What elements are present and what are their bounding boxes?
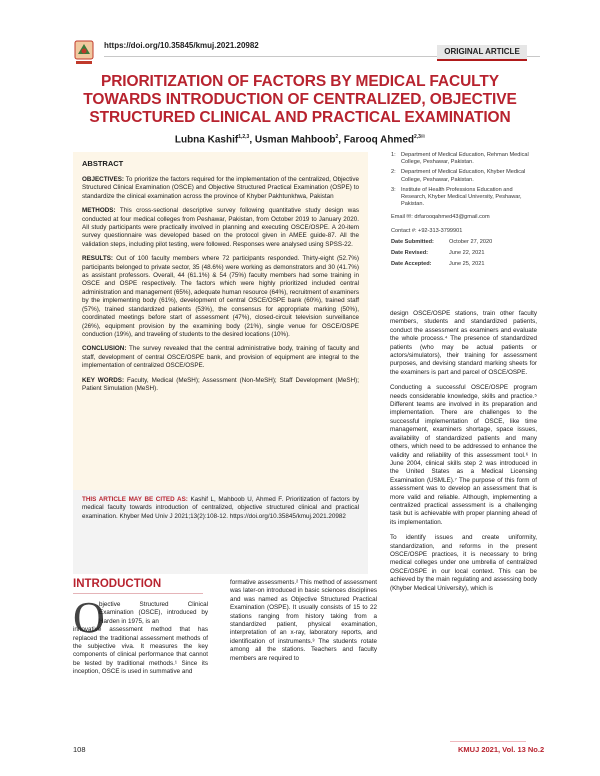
footer-rule	[450, 741, 526, 742]
author-affiliation-mark: 1,2,3	[238, 134, 250, 140]
abstract-box	[73, 152, 368, 490]
citation-text: Kashif L, Mahboob U, Ahmed F. Prioritization of factors by medical faculty towards introduction of centralized, objective structured clinical and practical examination. Khyber Med Univ J 2021;13(2):108-12. https://doi.org/10.35845/kmuj.2021.20982	[82, 496, 359, 520]
body-paragraph: Conducting a successful OSCE/OSPE program needs considerable knowledge, skills and practice.⁵ Different teams are involved in its preparation and implementation. There are challenges to the successful implementation of OSCE, like time management, examiners shortage, space issues, availability of standardized patients and many others, which need to be addressed to enhance the validity and reliability of this assessment tool.⁶ In June 2004, clinical skills step 2 was introduced in the United States as a Medical Licensing Examination (USMLE).⁷ The purpose of this form of assessment was to develop an assessment that is more valid and reliable. Although, implementing a centralized practical assessment is a challenging task but is achievable with proper planning ahead of its implementation.	[390, 384, 537, 526]
page-number: 108	[73, 745, 86, 754]
citation-label: THIS ARTICLE MAY BE CITED AS:	[82, 496, 188, 503]
body-column-left	[73, 601, 208, 684]
body-paragraph: bjective Structured Clinical Examination (OSCE), introduced by Harden in 1975, is an innovative assessment method that has replaced the traditional assessment methods of the subjective viva. It measures the key components of clinical performance that cannot be tested by traditional methods.¹ Since its inception, OSCE is used in summative and	[73, 601, 208, 676]
body-paragraph: design OSCE/OSPE stations, train other faculty members, students and standardized patients, conduct the assessment as examiners and evaluate the whole process.⁴ The presence of standardized patients (who may be actual patients or actors/simulators), their training for assessment purposes, and devising standard marking sheets for the examiners is part and parcel of OSCE/OSPE.	[390, 310, 537, 376]
affiliations-panel	[391, 152, 536, 268]
abstract-heading: ABSTRACT	[82, 159, 124, 168]
affiliation-item: 1: Department of Medical Education, Rehman Medical College, Peshawar, Pakistan.	[391, 152, 529, 166]
date-revised: Date Revised: June 22, 2021	[391, 250, 485, 257]
author-name: Farooq Ahmed	[343, 134, 414, 146]
abstract-methods: METHODS: This cross-sectional descriptive survey following quantitative study design was conducted at four medical colleges from Peshawar, Pakistan, from October 2019 to January 2020. All study participants were practically involved in planning and executing OSCE/OSPE. A 20-item survey questionnaire was developed based on the protocol given in AMEE guide-87. All the validation steps, including pilot testing, were followed. Responses were analysed using SPSS-22.	[82, 207, 360, 248]
abstract-conclusion: CONCLUSION: The survey revealed that the central administrative body, training of faculty and staff, development of central OSCE/OSPE bank, and provision of equipment are integral to the implementation of centralized OSCE/OSPE.	[82, 345, 360, 370]
abstract-results: RESULTS: Out of 100 faculty members where 72 participants responded. Thirty-eight (52.7%) participants belonged to private sector, 35 (48.6%) were working as demonstrators and 30 (41.7%) as assistant professors. Overall, 44 (61.1%) & 54 (75%) faculty members had some training in OSCE and OSPE respectively. The factors which were highly prioritized included central administration and management (65%), adequate human resource (64%), recruitment of examiners by the implementing body (61%), development of central OSCE/OSPE bank (60%), trained staff (57%), trained standardized patients (53%), the consensus for appropriate marking (50%), coordinated meetings before start of assessment (47%), closed-circuit television surveillance (26%), equipment provision by the examining body (21%), single venue for OSCE/OSPE conduction (19%), and traveling of students to the desired locations (10%).	[82, 255, 359, 338]
affiliation-item: 2: Department of Medical Education, Khyber Medical College, Peshawar, Pakistan.	[391, 169, 526, 183]
journal-footer: KMUJ 2021, Vol. 13 No.2	[458, 745, 545, 754]
article-type-badge: ORIGINAL ARTICLE	[437, 45, 527, 61]
journal-logo	[72, 38, 96, 66]
author-affiliation-mark: 2,3✉	[413, 134, 426, 140]
author-list: Lubna Kashif$^{1,2,3}$, Usman Mahboob$^2$, Farooq Ahmed$^{2,3✉}$	[174, 134, 426, 146]
citation-box	[73, 490, 368, 574]
abstract-objectives: OBJECTIVES: To prioritize the factors required for the implementation of the centralized, Objective Structured Clinical Examination (OSCE) and Objective Structured Practical Examination (OSPE) to standardize the clinical examination across the province of Khyber Pakhtunkhwa, Pakistan	[82, 176, 359, 200]
affiliation-item: 3: Institute of Health Professions Education and Research, Khyber Medical University, Peshawar, Pakistan.	[391, 186, 522, 208]
author-name: Lubna Kashif	[174, 134, 239, 146]
abstract-keywords: KEY WORDS: Faculty, Medical (MeSH); Assessment (Non-MeSH); Staff Development (MeSH); Patient Simulation (MeSH).	[82, 376, 359, 392]
introduction-heading: INTRODUCTION	[73, 578, 162, 590]
article-title: PRIORITIZATION OF FACTORS BY MEDICAL FACULTY TOWARDS INTRODUCTION OF CENTRALIZED, OBJECTIVE STRUCTURED CLINICAL AND PRACTICAL EXAMINATION	[83, 73, 517, 126]
author-name: Usman Mahboob	[254, 134, 336, 146]
corresponding-email[interactable]: Email ✉: drfarooqahmed43@gmail.com	[391, 214, 490, 221]
drop-cap: O	[73, 593, 105, 642]
date-submitted: Date Submitted: October 27, 2020	[391, 238, 493, 245]
author-affiliation-mark: 2	[335, 134, 339, 140]
body-column-middle	[230, 579, 377, 670]
doi-link[interactable]: https://doi.org/10.35845/kmuj.2021.20982	[104, 41, 259, 50]
body-paragraph: formative assessments.² This method of assessment was later-on introduced in basic sciences disciplines and was named as Objective Structured Practical Examination (OSPE). It usually consists of 15 to 22 stations ranging from history taking from a standardized patient, physical examination, interpretation of an x-ray, laboratory reports, and identification of instruments.³ The students rotate among all the stations. Teachers and faculty members are required to	[230, 579, 377, 662]
body-column-right	[390, 310, 537, 600]
date-accepted: Date Accepted: June 25, 2021	[391, 261, 485, 268]
body-paragraph: To identify issues and create uniformity, standardization, and reforms in the present OSCE/OSPE practices, it is necessary to bring medical colleges under one umbrella of centralized OSCE/OSPE in our local context. This can be achieved by the main regulating and assessing body (Khyber Medical University), which is	[390, 534, 537, 592]
kmu-seal-icon	[72, 38, 96, 66]
contact-number: Contact #: +92-313-3799901	[391, 227, 463, 234]
